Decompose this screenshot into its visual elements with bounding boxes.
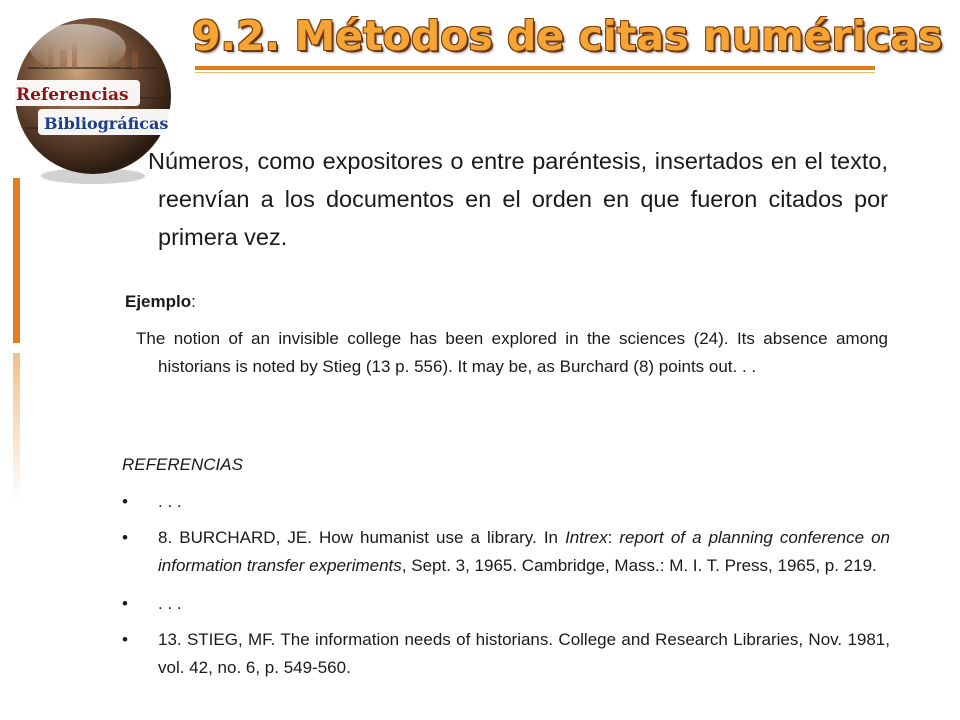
title-underline xyxy=(195,66,875,70)
list-item xyxy=(122,626,890,682)
bullet-icon: • xyxy=(122,492,128,511)
reference-text: . . . xyxy=(158,594,182,613)
intro-paragraph: Números, como expositores o entre paréntesis, insertados en el texto, reenvían a los documentos en el orden en que fueron citados por primera vez. xyxy=(148,148,888,250)
logo-text-referencias: Referencias xyxy=(16,85,129,105)
references-list xyxy=(122,488,890,692)
reference-text: 13. STIEG, MF. The information needs of historians. College and Research Libraries, Nov. 1981, vol. 42, no. 6, p. 549-560. xyxy=(158,630,890,677)
reference-text-italic-1: Intrex xyxy=(565,528,608,547)
bullet-icon: • xyxy=(122,630,128,649)
example-label xyxy=(125,290,425,314)
references-heading: REFERENCIAS xyxy=(122,455,243,474)
bullet-icon: • xyxy=(122,528,128,547)
list-item xyxy=(122,524,890,580)
logo-text-bibliograficas: Bibliográficas xyxy=(44,114,169,133)
list-item xyxy=(122,590,890,618)
page-title: 9.2. Métodos de citas numéricas xyxy=(192,12,943,60)
title-underline-thin xyxy=(195,72,875,73)
reference-text-post: , Sept. 3, 1965. Cambridge, Mass.: M. I. T. Press, 1965, p. 219. xyxy=(401,556,877,575)
example-label-colon: : xyxy=(191,292,196,311)
reference-text-pre: 8. BURCHARD, JE. How humanist use a library. In xyxy=(158,528,566,547)
reference-text: . . . xyxy=(158,492,182,511)
reference-text-mid: : xyxy=(607,528,620,547)
reference-text-italic-2: report of a planning conference on information transfer experiments xyxy=(158,528,890,575)
left-accent-bar xyxy=(13,178,20,343)
left-accent-bar-fade xyxy=(13,353,20,503)
bullet-icon: • xyxy=(122,594,128,613)
example-label-word: Ejemplo xyxy=(125,292,192,311)
example-text: The notion of an invisible college has been explored in the sciences (24). Its absence among historians is noted by Stieg (13 p. 556). It may be, as Burchard (8) points out. . . xyxy=(136,329,888,376)
list-item xyxy=(122,488,890,516)
